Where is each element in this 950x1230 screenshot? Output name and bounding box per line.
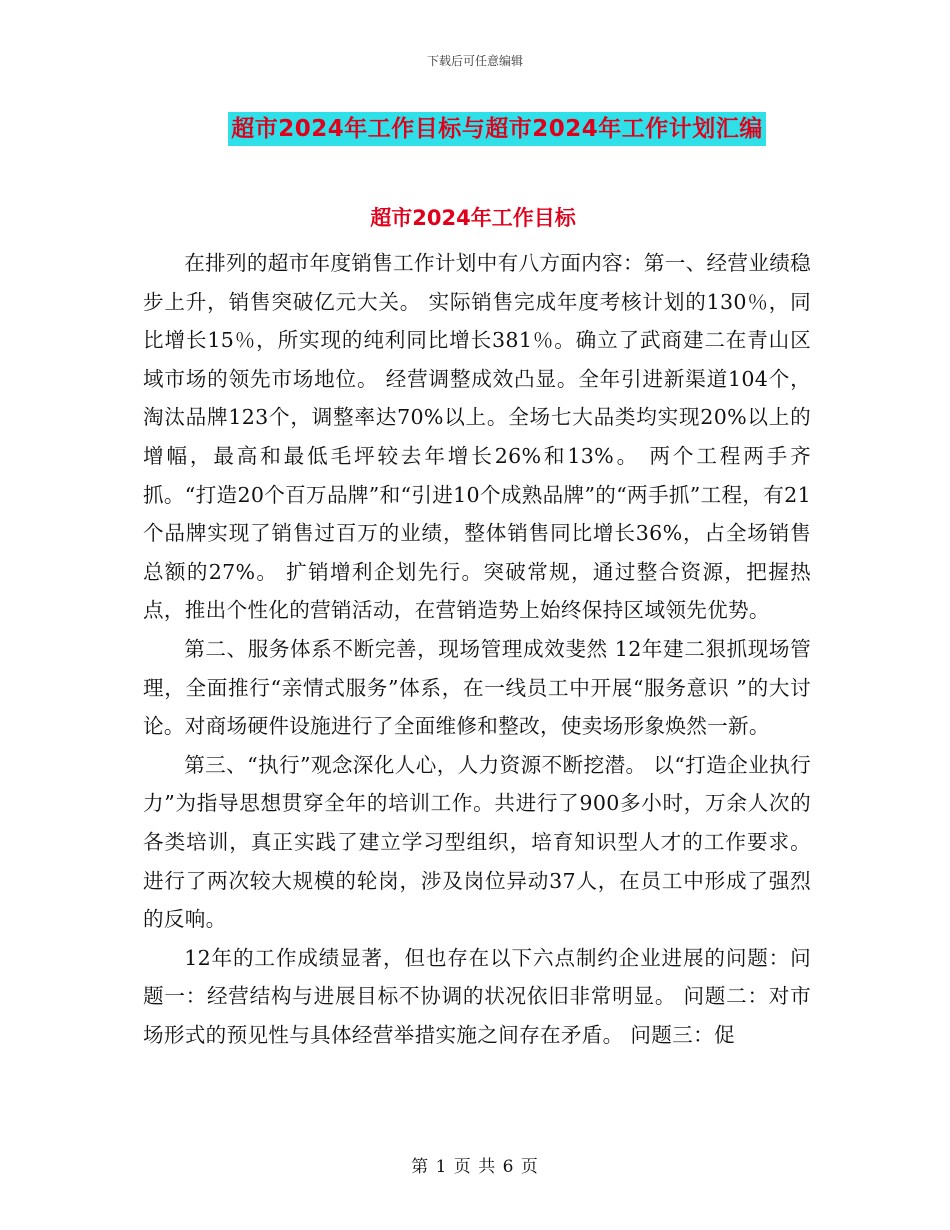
section-title: 超市2024年工作目标 xyxy=(370,206,576,230)
paragraph-3: 第三、“执行”观念深化人心，人力资源不断挖潜。 以“打造企业执行力”为指导思想贯穿全年的培训工作。共进行了900多小时，万余人次的各类培训，真正实践了建立学习型组织，培育知识型人才的工作要求。进行了两次较大规模的轮岗，涉及岗位异动37人，在员工中形成了强烈的反响。 xyxy=(143,752,811,932)
main-title-container xyxy=(0,112,950,146)
main-title: 超市2024年工作目标与超市2024年工作计划汇编 xyxy=(228,112,766,146)
paragraph-2: 第二、服务体系不断完善，现场管理成效斐然 12年建二狠抓现场管理，全面推行“亲情式服务”体系，在一线员工中开展“服务意识 ”的大讨论。对商场硬件设施进行了全面维修和整改，使卖场形象焕然一新。 xyxy=(143,636,811,739)
document-body xyxy=(143,244,811,1054)
page-footer: 第 1 页 共 6 页 xyxy=(411,1157,539,1177)
paragraph-1: 在排列的超市年度销售工作计划中有八方面内容：第一、经营业绩稳步上升，销售突破亿元大关。 实际销售完成年度考核计划的130％，同比增长15％，所实现的纯利同比增长381％。确立了武商建二在青山区域市场的领先市场地位。 经营调整成效凸显。全年引进新渠道104个，淘汰品牌123个，调整率达70%以上。全场七大品类均实现20%以上的增幅，最高和最低毛坪较去年增长26%和13%。 两个工程两手齐抓。“打造20个百万品牌”和“引进10个成熟品牌”的“两手抓”工程，有21个品牌实现了销售过百万的业绩，整体销售同比增长36%，占全场销售总额的27%。 扩销增利企划先行。突破常规，通过整合资源，把握热点，推出个性化的营销活动，在营销造势上始终保持区域领先优势。 xyxy=(143,251,811,623)
header-note: 下载后可任意编辑 xyxy=(426,54,523,68)
paragraph-4: 12年的工作成绩显著，但也存在以下六点制约企业进展的问题：问题一：经营结构与进展目标不协调的状况依旧非常明显。 问题二：对市场形式的预见性与具体经营举措实施之间存在矛盾。 问题三：促 xyxy=(143,945,811,1047)
